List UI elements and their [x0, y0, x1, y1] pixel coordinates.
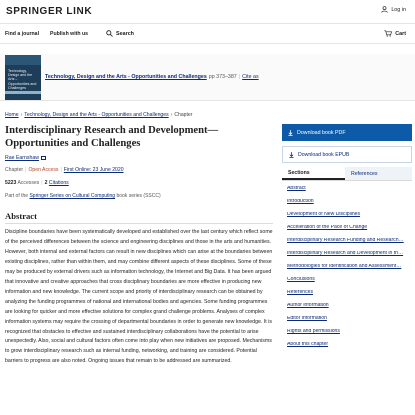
series-info [5, 193, 161, 199]
series-link[interactable]: Springer Series on Cultural Computing [29, 193, 116, 199]
chapter-meta [5, 167, 124, 173]
breadcrumb [5, 112, 192, 118]
abstract-heading: Abstract [5, 211, 37, 221]
download-pdf-button[interactable] [282, 124, 412, 141]
login-button[interactable] [381, 6, 406, 13]
first-online-link[interactable]: First Online: 23 June 2020 [63, 167, 124, 173]
download-pdf-label: Download book PDF [297, 129, 346, 136]
breadcrumb-book[interactable]: Technology, Design and the Arts - Opportunities and Challenges [24, 112, 169, 118]
toc-item-rights[interactable]: Rights and permissions [287, 329, 340, 334]
toc-item-funding[interactable]: Interdisciplinary Research Funding and Research… [287, 238, 404, 243]
book-pages: pp 373–387 [208, 74, 237, 80]
top-bar [0, 0, 415, 23]
toc-item-abstract[interactable]: Abstract [287, 186, 306, 191]
toc-item-methodologies[interactable]: Methodologies for Identification and Assessment… [287, 264, 402, 269]
tab-references[interactable]: References [345, 167, 412, 180]
author-name: Rae Earnshaw [5, 155, 40, 161]
user-icon [381, 6, 388, 13]
citations-link[interactable]: Citations [48, 180, 69, 186]
accesses-count: 5223 [5, 180, 17, 186]
download-epub-label: Download book EPUB [298, 151, 350, 158]
login-label: Log in [391, 6, 406, 13]
toc-item-about-chapter[interactable]: About this chapter [287, 342, 329, 347]
metrics-separator: | [41, 180, 43, 186]
book-title-link[interactable]: Technology, Design and the Arts - Opportunities and Challenges [45, 74, 207, 80]
download-icon [289, 152, 294, 158]
springer-link-logo[interactable]: SPRINGER LINK [6, 6, 93, 17]
breadcrumb-home[interactable]: Home [5, 112, 19, 118]
toc-item-author-information[interactable]: Author information [287, 303, 329, 308]
cite-as-link[interactable]: Cite as [242, 74, 259, 80]
toc-item-acceleration[interactable]: Acceleration of the Pace of Change [287, 225, 368, 230]
meta-separator: | [25, 167, 27, 173]
chevron-right-icon: › [20, 112, 23, 118]
sidebar-tabs [282, 167, 412, 181]
toc-item-conclusions[interactable]: Conclusions [287, 277, 315, 282]
abstract-divider [5, 223, 273, 224]
abstract-text: Discipline boundaries have been systematically developed and established over the last century which reflect some of the perceived differences between the science and engineering disciplines and those in the arts and humanities. However, both internal and external factors can result in new disciplines which can arise at the boundaries between existing disciplines, rather than within them, and may combine different aspects of these disciplines. Some of these may be produced by external drivers such as information technology, the Internet and Big Data. It has been argued that innovative and creative approaches that cross disciplinary boundaries are more effective in producing new information and new knowledge. The current scope and priority of interdisciplinary research can be obtained by analyzing the funding programmes of national and international bodies and agencies. Some funding programmes are looking for quicker and more effective solutions for complex grand challenge problems. Analyses of complex information systems may require the crossing of departmental boundaries in order to generate new knowledge. It is recognized that obstacles to effective and sustained interdisciplinary collaborations have the potential to arise unexpectedly. Also, social and cultural factors often come into play when new initiatives are proposed. Mechanisms to grow interdisciplinary research such as internal funding, networking, and training are considered. Potential barriers to progress are also noted. Ongoing issues that remain to be addressed are summarized. [5, 229, 273, 365]
metrics [5, 180, 69, 186]
publish-with-us-link[interactable]: Publish with us [50, 31, 89, 37]
breadcrumb-current: Chapter [174, 112, 193, 118]
cover-band [5, 55, 41, 65]
content-type: Chapter [5, 167, 24, 173]
open-access-badge: Open Access [28, 167, 59, 173]
find-journal-link[interactable]: Find a journal [5, 31, 40, 37]
cover-stripe [5, 91, 41, 94]
meta-separator: | [60, 167, 62, 173]
main-nav [0, 23, 415, 44]
search-icon [106, 30, 113, 37]
cover-title: Technology, Design and the Arts – Opportunities and Challenges [8, 69, 37, 90]
cart-icon [384, 30, 392, 37]
search-label: Search [116, 30, 134, 37]
cart-button[interactable] [384, 30, 406, 37]
accesses-label: Accesses [17, 180, 40, 186]
author-link[interactable] [5, 155, 46, 161]
toc-item-research-development[interactable]: Interdisciplinary Research and Development in th… [287, 251, 404, 256]
search-button[interactable] [106, 30, 134, 37]
toc-item-references[interactable]: References [287, 290, 314, 295]
cart-label: Cart [395, 30, 406, 37]
toc-item-introduction[interactable]: Introduction [287, 199, 314, 204]
sections-list [287, 186, 412, 355]
book-title-separator: | [238, 74, 241, 80]
book-cover[interactable] [5, 55, 41, 100]
email-icon[interactable] [41, 156, 46, 160]
page-title: Interdisciplinary Research and Development—Opportunities and Challenges [5, 125, 219, 149]
chevron-right-icon: › [170, 112, 173, 118]
toc-item-editor-information[interactable]: Editor information [287, 316, 327, 321]
tab-sections[interactable]: Sections [282, 167, 345, 180]
series-prefix: Part of the [5, 193, 29, 199]
series-suffix: book series (SSCC) [116, 193, 161, 199]
book-title-line [45, 74, 259, 80]
download-icon [288, 130, 293, 136]
download-epub-button[interactable] [282, 146, 412, 163]
citations-count: 2 [44, 180, 48, 186]
toc-item-development[interactable]: Development of New Disciplines [287, 212, 361, 217]
